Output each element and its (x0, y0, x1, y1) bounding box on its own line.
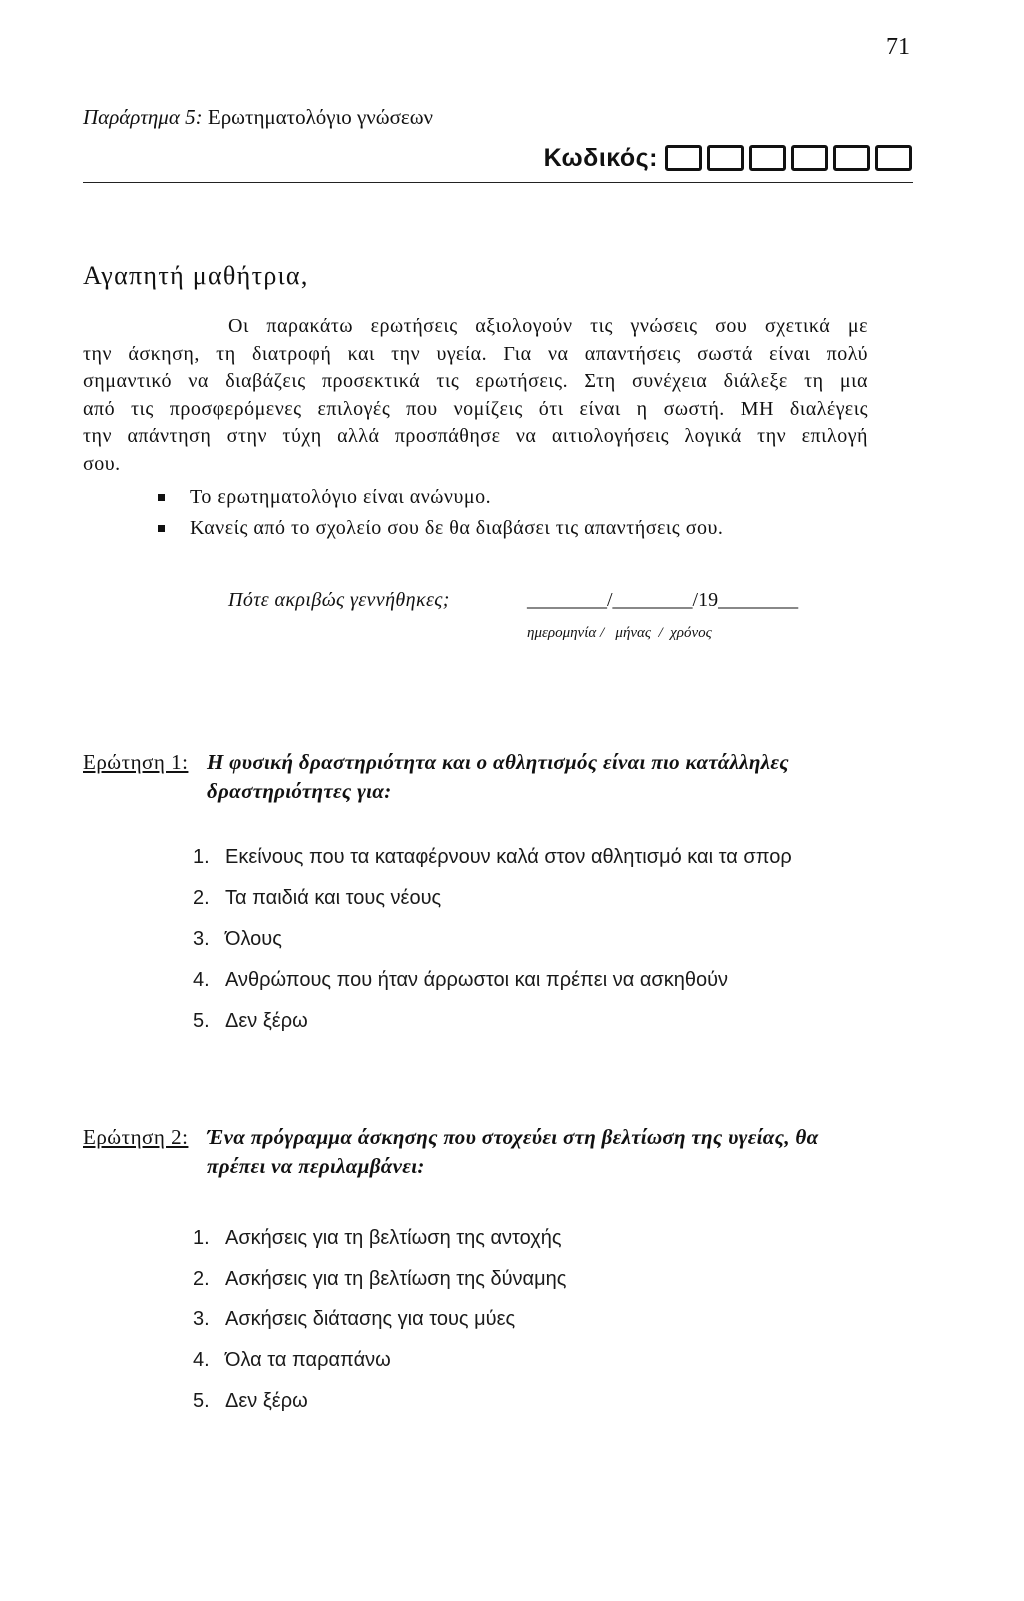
birth-date-blank: ________/________/19________ (527, 589, 799, 611)
option-number: 5. (193, 1010, 210, 1032)
code-box (875, 145, 912, 171)
option-text: Δεν ξέρω (225, 1389, 308, 1412)
question-1-options (193, 837, 792, 1042)
code-box (665, 145, 702, 171)
intro-line: σου. (83, 452, 121, 475)
option-number: 4. (193, 969, 210, 991)
list-item-text: Το ερωτηματολόγιο είναι ανώνυμο. (190, 486, 492, 508)
question-2-label: Ερώτηση 2: (83, 1125, 189, 1149)
option-item (193, 1381, 566, 1422)
list-item-text: Κανείς από το σχολείο σου δε θα διαβάσει τις απαντήσεις σου. (190, 517, 724, 539)
option-number: 2. (193, 1267, 210, 1290)
intro-line: την άσκηση, τη διατροφή και την υγεία. Για να απαντήσεις σωστά είναι πολύ (83, 342, 868, 365)
option-item (193, 1001, 792, 1042)
intro-paragraph (83, 313, 868, 479)
option-text: Τα παιδιά και τους νέους (225, 887, 442, 909)
option-text: Εκείνους που τα καταφέρνουν καλά στον αθλητισμό και τα σπορ (225, 846, 792, 868)
header-divider (83, 182, 913, 183)
option-item (193, 919, 792, 960)
option-item (193, 960, 792, 1001)
option-text: Δεν ξέρω (225, 1010, 308, 1032)
option-item (193, 1218, 566, 1259)
question-line: Η φυσική δραστηριότητα και ο αθλητισμός είναι πιο κατάλληλες (207, 750, 789, 774)
option-item (193, 1299, 566, 1340)
code-box (833, 145, 870, 171)
square-bullet-icon (158, 494, 165, 501)
code-label: Κωδικός: (543, 144, 658, 172)
intro-line: την απάντηση στην τύχη αλλά προσπάθησε να αιτιολογήσεις λογικά την επιλογή (83, 425, 868, 448)
intro-line: από τις προσφερόμενες επιλογές που νομίζεις ότι είναι η σωστή. ΜΗ διαλέγεις (83, 397, 868, 420)
question-1-text (207, 748, 789, 806)
question-1-label: Ερώτηση 1: (83, 750, 189, 774)
intro-line: σημαντικό να διαβάζεις προσεκτικά τις ερωτήσεις. Στη συνέχεια διάλεξε τη μια (83, 370, 868, 393)
question-2-text (207, 1123, 819, 1181)
square-bullet-icon (158, 525, 165, 532)
appendix-label: Παράρτημα 5: (83, 105, 203, 129)
page-number: 71 (886, 34, 910, 60)
option-number: 1. (193, 1227, 210, 1249)
question-line: πρέπει να περιλαμβάνει: (207, 1154, 425, 1178)
birth-date-question: Πότε ακριβώς γεννήθηκες; (228, 589, 450, 611)
option-number: 1. (193, 846, 210, 868)
appendix-title: Ερωτηματολόγιο γνώσεων (207, 105, 434, 129)
code-box (791, 145, 828, 171)
option-number: 3. (193, 1308, 210, 1331)
list-item (158, 513, 723, 544)
option-text: Ασκήσεις για τη βελτίωση της αντοχής (225, 1227, 562, 1249)
option-number: 3. (193, 928, 210, 950)
option-text: Ανθρώπους που ήταν άρρωστοι και πρέπει να ασκηθούν (225, 969, 729, 991)
option-number: 4. (193, 1349, 210, 1372)
greeting: Αγαπητή μαθήτρια, (83, 261, 309, 290)
intro-line: Οι παρακάτω ερωτήσεις αξιολογούν τις γνώσεις σου σχετικά με (228, 315, 868, 337)
question-2-options (193, 1218, 566, 1421)
code-box (707, 145, 744, 171)
appendix-heading (83, 103, 433, 131)
option-item (193, 1259, 566, 1300)
question-line: δραστηριότητες για: (207, 779, 392, 803)
option-number: 2. (193, 887, 210, 909)
code-field (544, 143, 912, 173)
option-text: Όλα τα παραπάνω (225, 1349, 391, 1372)
list-item (158, 482, 723, 513)
option-text: Όλους (225, 928, 282, 950)
question-line: Ένα πρόγραμμα άσκησης που στοχεύει στη βελτίωση της υγείας, θα (207, 1125, 819, 1149)
notice-list (158, 482, 723, 544)
option-text: Ασκήσεις διάτασης για τους μύες (225, 1308, 516, 1331)
code-box (749, 145, 786, 171)
option-item (193, 878, 792, 919)
birth-date-hint: ημερομηνία / μήνας / χρόνος (527, 625, 712, 641)
option-item (193, 1340, 566, 1381)
option-text: Ασκήσεις για τη βελτίωση της δύναμης (225, 1267, 567, 1290)
option-number: 5. (193, 1389, 210, 1412)
option-item (193, 837, 792, 878)
